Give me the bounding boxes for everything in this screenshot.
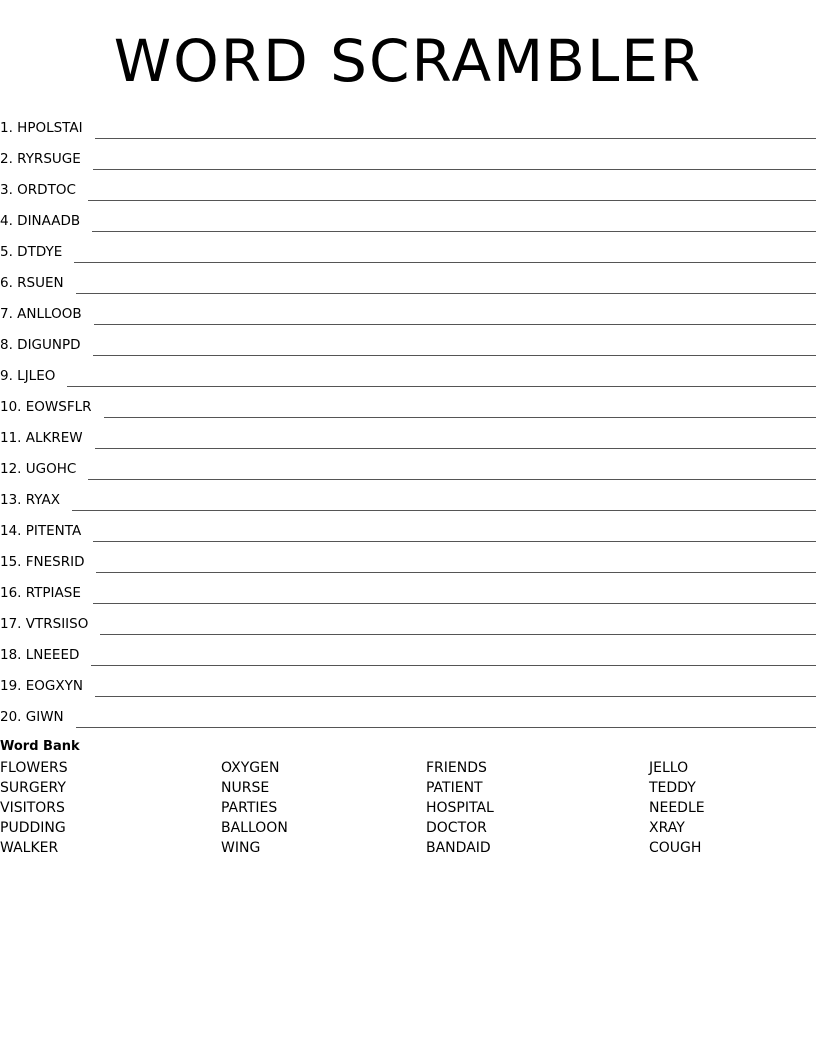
word-bank-title: Word Bank: [0, 739, 80, 754]
scrambled-word: 20. GIWN: [0, 709, 64, 725]
answer-line: [88, 199, 816, 201]
puzzle-list: [0, 108, 816, 728]
word-bank-grid: [0, 758, 816, 868]
answer-line: [93, 354, 816, 356]
puzzle-row: [0, 294, 816, 325]
puzzle-row: [0, 449, 816, 480]
answer-line: [96, 571, 816, 573]
puzzle-row: [0, 387, 816, 418]
scrambled-word: 16. RTPIASE: [0, 585, 81, 601]
answer-line: [93, 602, 816, 604]
word-bank-word: HOSPITAL: [426, 800, 494, 816]
scrambled-word: 11. ALKREW: [0, 430, 83, 446]
scrambled-word: 15. FNESRID: [0, 554, 85, 570]
answer-line: [95, 137, 816, 139]
word-bank-column: [649, 758, 705, 858]
puzzle-row: [0, 635, 816, 666]
word-bank-word: FLOWERS: [0, 760, 68, 776]
word-bank-word: COUGH: [649, 840, 702, 856]
answer-line: [94, 323, 816, 325]
answer-line: [95, 695, 816, 697]
scrambled-word: 17. VTRSIISO: [0, 616, 89, 632]
scrambled-word: 1. HPOLSTAI: [0, 120, 83, 136]
word-bank-word: TEDDY: [649, 780, 696, 796]
word-bank-word: PARTIES: [221, 800, 278, 816]
page-title: WORD SCRAMBLER: [113, 27, 703, 95]
scrambled-word: 19. EOGXYN: [0, 678, 83, 694]
puzzle-row: [0, 325, 816, 356]
word-bank-word: JELLO: [649, 760, 689, 776]
scrambled-word: 14. PITENTA: [0, 523, 82, 539]
scrambled-word: 2. RYRSUGE: [0, 151, 81, 167]
answer-line: [95, 447, 816, 449]
answer-line: [74, 261, 816, 263]
answer-line: [67, 385, 816, 387]
puzzle-row: [0, 604, 816, 635]
word-bank-word: XRAY: [649, 820, 685, 836]
scrambled-word: 12. UGOHC: [0, 461, 77, 477]
puzzle-row: [0, 666, 816, 697]
word-bank-word: WALKER: [0, 840, 59, 856]
word-bank-column: [426, 758, 494, 858]
scrambled-word: 7. ANLLOOB: [0, 306, 82, 322]
word-bank: [0, 738, 816, 868]
answer-line: [104, 416, 816, 418]
word-bank-word: DOCTOR: [426, 820, 487, 836]
puzzle-row: [0, 232, 816, 263]
answer-line: [93, 168, 816, 170]
answer-line: [91, 664, 816, 666]
scrambled-word: 10. EOWSFLR: [0, 399, 92, 415]
scrambled-word: 6. RSUEN: [0, 275, 64, 291]
puzzle-row: [0, 542, 816, 573]
word-bank-word: WING: [221, 840, 261, 856]
word-bank-word: FRIENDS: [426, 760, 487, 776]
puzzle-row: [0, 356, 816, 387]
answer-line: [76, 292, 816, 294]
word-bank-word: PUDDING: [0, 820, 66, 836]
puzzle-row: [0, 480, 816, 511]
word-bank-word: NURSE: [221, 780, 270, 796]
answer-line: [92, 230, 816, 232]
puzzle-row: [0, 511, 816, 542]
word-bank-word: SURGERY: [0, 780, 66, 796]
word-bank-column: [0, 758, 68, 858]
answer-line: [88, 478, 816, 480]
word-bank-word: VISITORS: [0, 800, 65, 816]
scrambled-word: 5. DTDYE: [0, 244, 63, 260]
puzzle-row: [0, 201, 816, 232]
puzzle-row: [0, 108, 816, 139]
word-bank-word: BANDAID: [426, 840, 491, 856]
puzzle-row: [0, 697, 816, 728]
scrambled-word: 13. RYAX: [0, 492, 60, 508]
scrambled-word: 8. DIGUNPD: [0, 337, 81, 353]
scrambled-word: 3. ORDTOC: [0, 182, 76, 198]
puzzle-row: [0, 573, 816, 604]
puzzle-row: [0, 418, 816, 449]
word-bank-word: BALLOON: [221, 820, 288, 836]
scrambled-word: 18. LNEEED: [0, 647, 80, 663]
scrambled-word: 4. DINAADB: [0, 213, 81, 229]
puzzle-row: [0, 170, 816, 201]
answer-line: [76, 726, 816, 728]
puzzle-row: [0, 139, 816, 170]
scrambled-word: 9. LJLEO: [0, 368, 56, 384]
answer-line: [72, 509, 816, 511]
answer-line: [93, 540, 816, 542]
word-bank-column: [221, 758, 288, 858]
word-bank-word: PATIENT: [426, 780, 483, 796]
answer-line: [100, 633, 816, 635]
word-bank-word: NEEDLE: [649, 800, 705, 816]
puzzle-row: [0, 263, 816, 294]
word-bank-word: OXYGEN: [221, 760, 280, 776]
